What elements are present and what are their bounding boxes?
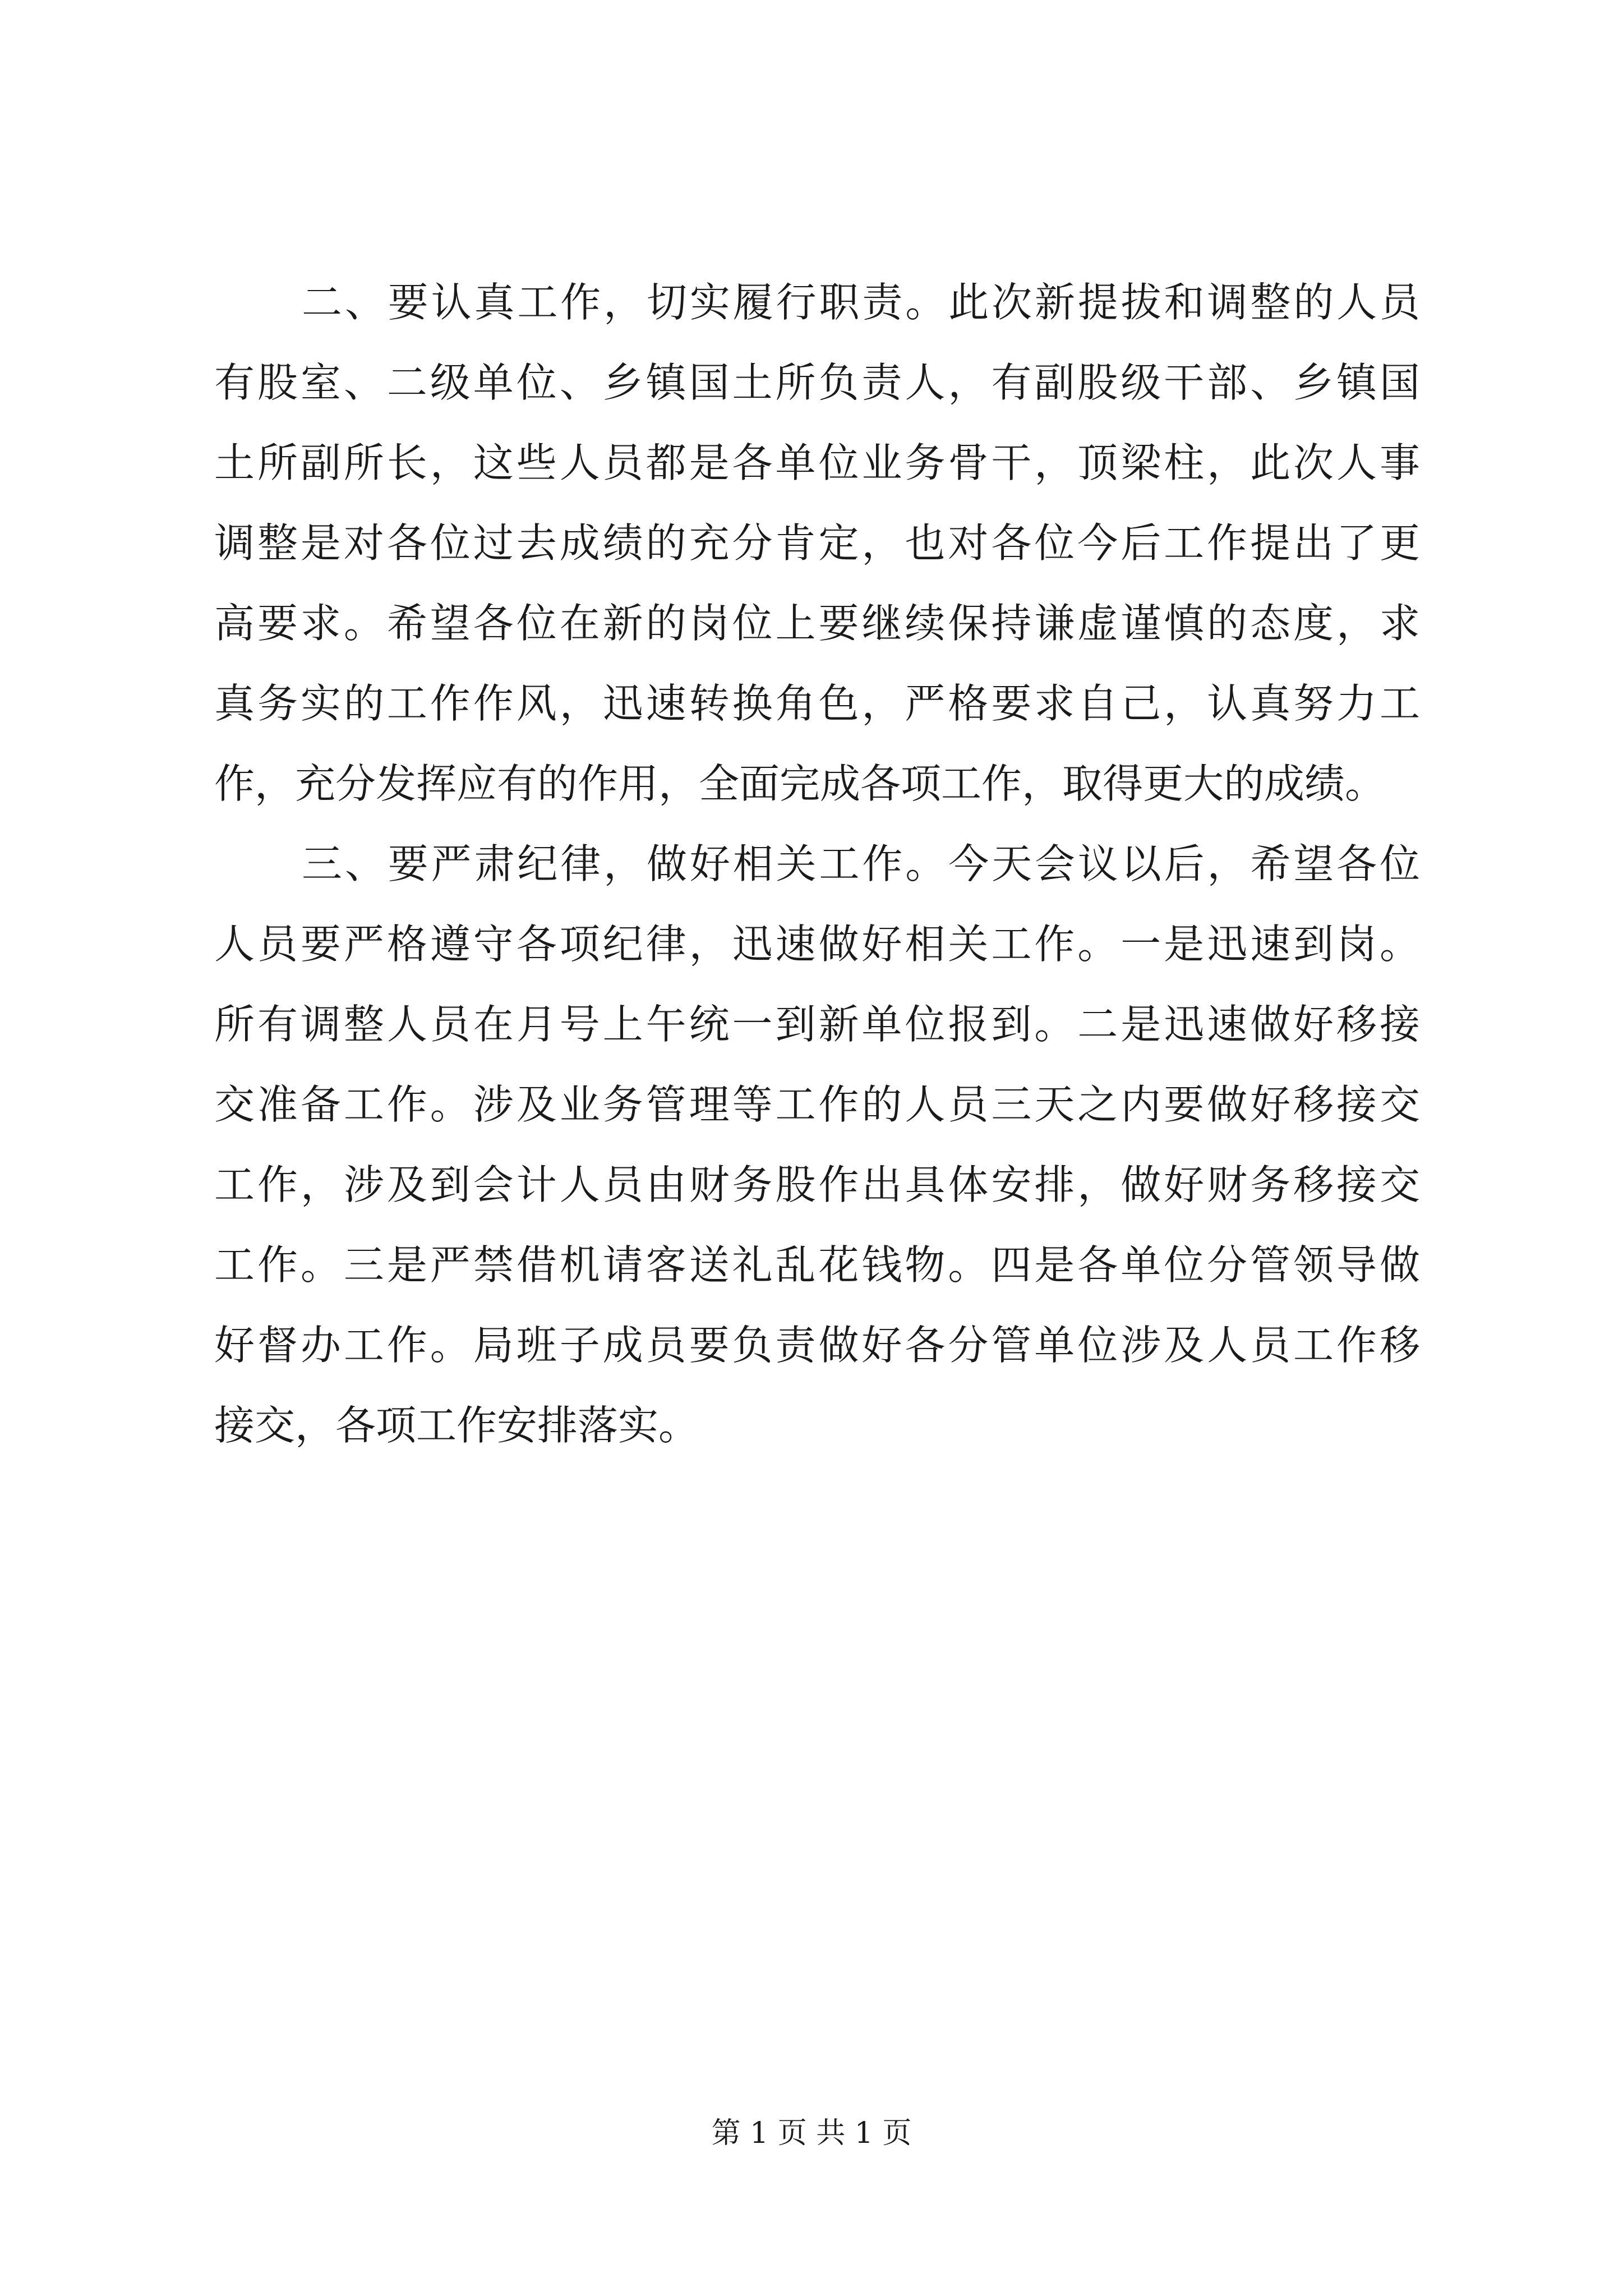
paragraph-1-line-7: 作，充分发挥应有的作用，全面完成各项工作，取得更大的成绩。 <box>214 760 1386 807</box>
paragraph-1-line-5: 高要求。希望各位在新的岗位上要继续保持谦虚谨慎的态度，求 <box>214 600 1420 647</box>
paragraph-2-line-3: 所有调整人员在月号上午统一到新单位报到。二是迅速做好移接 <box>214 1001 1420 1048</box>
paragraph-2-line-2: 人员要严格遵守各项纪律，迅速做好相关工作。一是迅速到岗。 <box>214 921 1420 968</box>
paragraph-2-line-7: 好督办工作。局班子成员要负责做好各分管单位涉及人员工作移 <box>214 1322 1420 1369</box>
paragraph-2-line-6: 工作。三是严禁借机请客送礼乱花钱物。四是各单位分管领导做 <box>214 1241 1420 1289</box>
paragraph-2-line-1: 三、要严肃纪律，做好相关工作。今天会议以后，希望各位 <box>302 840 1420 887</box>
paragraph-2-line-4: 交准备工作。涉及业务管理等工作的人员三天之内要做好移接交 <box>214 1081 1420 1128</box>
paragraph-1-line-3: 土所副所长，这些人员都是各单位业务骨干，顶梁柱，此次人事 <box>214 439 1420 486</box>
paragraph-1-line-4: 调整是对各位过去成绩的充分肯定，也对各位今后工作提出了更 <box>214 519 1420 567</box>
paragraph-1-line-1: 二、要认真工作，切实履行职责。此次新提拔和调整的人员 <box>302 279 1420 326</box>
document-body <box>214 263 1420 1466</box>
paragraph-1-line-2: 有股室、二级单位、乡镇国土所负责人，有副股级干部、乡镇国 <box>214 359 1420 406</box>
paragraph-2-line-8: 接交，各项工作安排落实。 <box>214 1402 699 1449</box>
paragraph-2-line-5: 工作，涉及到会计人员由财务股作出具体安排，做好财务移接交 <box>214 1161 1420 1208</box>
page-number-footer: 第 1 页 共 1 页 <box>711 2116 912 2150</box>
paragraph-1-line-6: 真务实的工作作风，迅速转换角色，严格要求自己，认真努力工 <box>214 680 1420 727</box>
